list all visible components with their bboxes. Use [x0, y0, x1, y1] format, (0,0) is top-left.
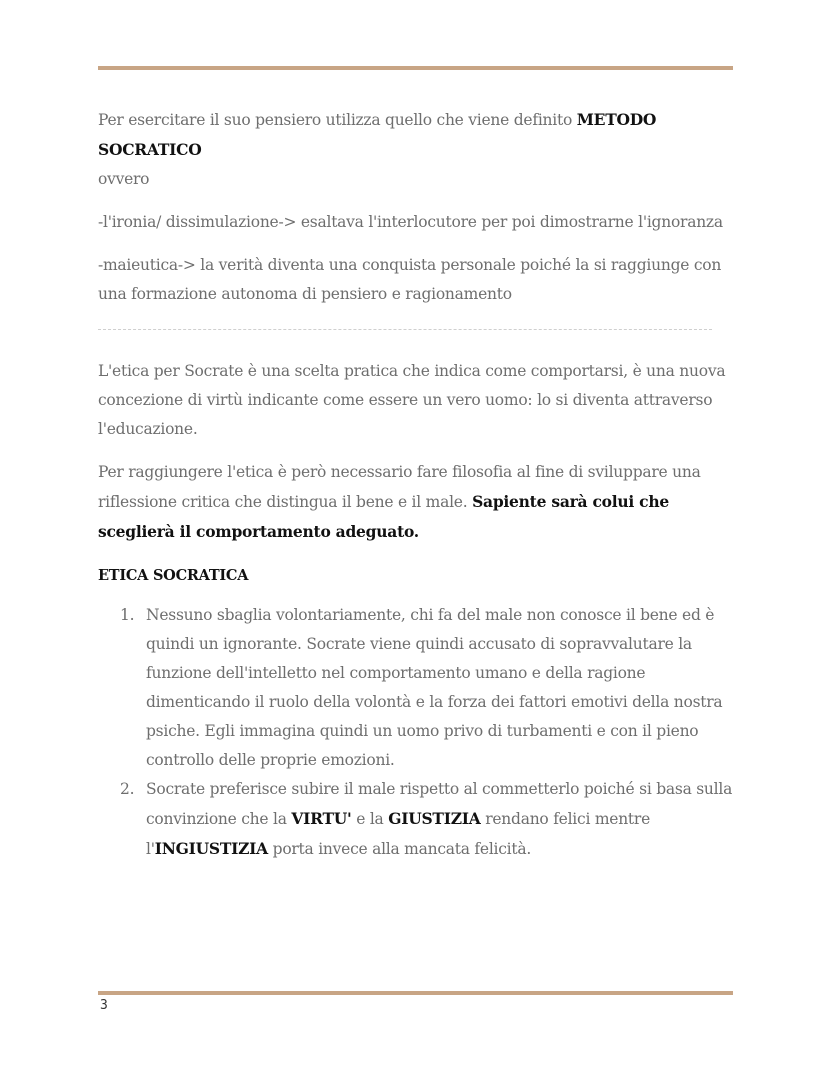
list-item-text: porta invece alla mancata felicità.	[267, 840, 532, 858]
bold-term: VIRTU'	[291, 809, 352, 828]
item-maieutica: -maieutica-> la verità diventa una conquista personale poiché la si raggiunge con una formazione autonoma di pensiero e ragionamento	[98, 256, 722, 303]
page-number: 3	[100, 998, 108, 1013]
list-item	[120, 775, 738, 864]
list-item-text: Socrate preferisce subire il male rispetto al commetterlo poiché si basa sulla convinzione che la	[146, 780, 733, 828]
paragraph-text: Per raggiungere l'etica è però necessario fare filosofia al fine di sviluppare una riflessione critica che distingua il bene e il male.	[98, 463, 701, 511]
item-ironia: -l'ironia/ dissimulazione-> esaltava l'interlocutore per poi dimostrarne l'ignoranza	[98, 213, 723, 231]
paragraph-etica: L'etica per Socrate è una scelta pratica che indica come comportarsi, è una nuova concezione di virtù indicante come essere un vero uomo: lo si diventa attraverso l'educazione.	[98, 362, 726, 438]
list-number: 2.	[120, 780, 135, 798]
paragraph-text: ovvero	[98, 170, 150, 188]
page-content	[98, 105, 738, 864]
list-item-text: rendano felici mentre l'	[146, 810, 650, 858]
section-heading: ETICA SOCRATICA	[98, 567, 249, 584]
list-item-text: e la	[351, 810, 389, 828]
header-rule	[98, 66, 733, 70]
paragraph-text: Per esercitare il suo pensiero utilizza quello che viene definito	[98, 111, 577, 129]
footer-rule	[98, 991, 733, 995]
list-item	[120, 601, 738, 775]
paragraph-metodo	[98, 105, 738, 194]
bold-term: GIUSTIZIA	[388, 809, 481, 828]
list-item-text: Nessuno sbaglia volontariamente, chi fa del male non conosce il bene ed è quindi un ignorante. Socrate viene quindi accusato di sopravvalutare la funzione dell'intelletto nel comportamento umano e della ragione dimenticando il ruolo della volontà e la forza dei fattori emotivi della nostra psiche. Egli immagina quindi un uomo privo di turbamenti e con il pieno controllo delle proprie emozioni.	[146, 606, 723, 769]
numbered-list	[98, 601, 738, 864]
list-number: 1.	[120, 606, 135, 624]
dashed-divider	[98, 329, 712, 330]
bold-sentence: Sapiente sarà colui che sceglierà il comportamento adeguato.	[98, 492, 670, 541]
bold-term: METODO SOCRATICO	[98, 110, 657, 159]
bold-term: INGIUSTIZIA	[154, 839, 268, 858]
paragraph-filosofia	[98, 458, 738, 547]
